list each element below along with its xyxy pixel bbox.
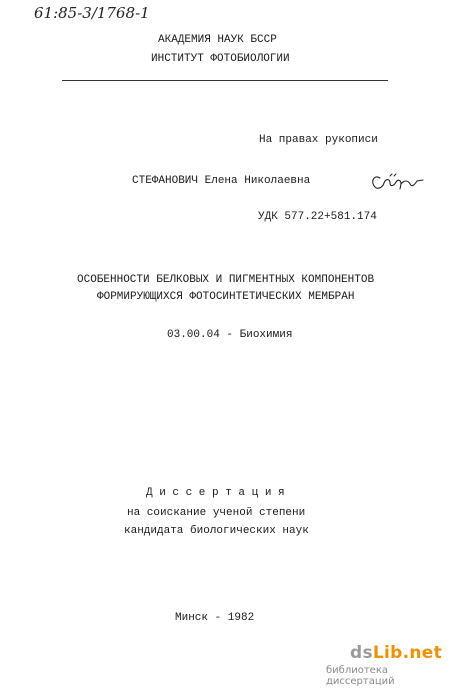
academy-name: АКАДЕМИЯ НАУК БССР <box>158 34 277 46</box>
dissertation-line-1: на соискание ученой степени <box>127 507 306 519</box>
title-line-2: ФОРМИРУЮЩИХСЯ ФОТОСИНТЕТИЧЕСКИХ МЕМБРАН <box>97 291 355 303</box>
watermark-logo-right: Lib.net <box>372 643 443 663</box>
dissertation-heading: Д и с с е р т а ц и я <box>146 487 285 499</box>
archive-stamp: 61:85-3/1768-1 <box>34 4 150 22</box>
header-divider <box>62 80 388 81</box>
watermark-logo-left: ds <box>350 643 373 663</box>
rights-note: На правах рукописи <box>259 134 378 146</box>
watermark-logo <box>350 643 442 663</box>
specialty: 03.00.04 - Биохимия <box>167 329 293 341</box>
dissertation-line-2: кандидата биологических наук <box>124 525 309 537</box>
title-line-1: ОСОБЕННОСТИ БЕЛКОВЫХ И ПИГМЕНТНЫХ КОМПОНЕНТОВ <box>77 274 375 286</box>
watermark-subtitle: библиотека диссертаций <box>326 665 395 687</box>
handwritten-signature <box>368 170 426 194</box>
institute-name: ИНСТИТУТ ФОТОБИОЛОГИИ <box>151 53 290 65</box>
place-year: Минск - 1982 <box>175 612 255 624</box>
udc-code: УДК 577.22+581.174 <box>258 211 377 223</box>
author-name: СТЕФАНОВИЧ Елена Николаевна <box>132 175 311 187</box>
